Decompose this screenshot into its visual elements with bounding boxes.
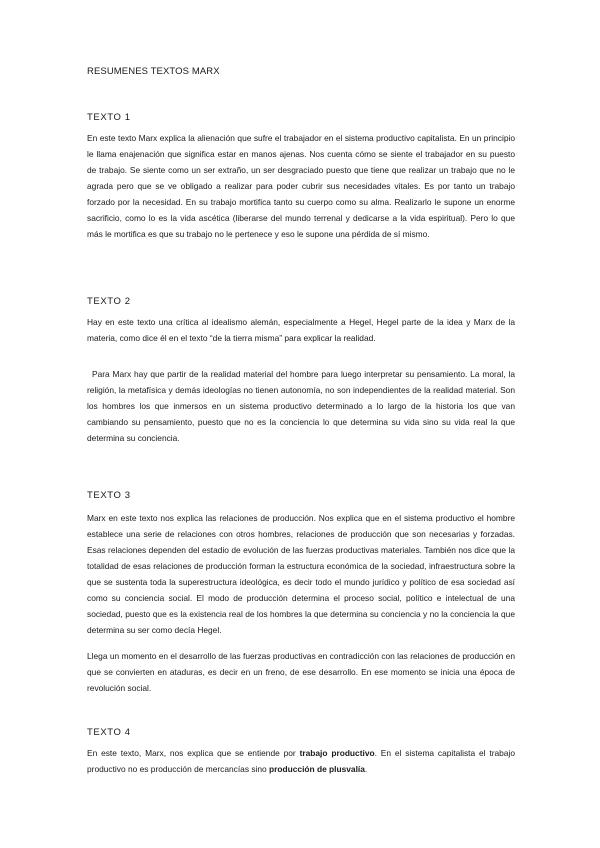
section-2-paragraph-1: Hay en este texto una crítica al idealismo alemán, especialmente a Hegel, Hegel parte de la idea y Marx de la materia, como dice él en el texto “de la tierra misma” para explicar la realidad.: [87, 317, 515, 343]
section-4-paragraph-1: [87, 745, 515, 777]
section-heading-texto-1: TEXTO 1: [87, 112, 131, 123]
section-4-bold-trabajo-productivo: trabajo productivo: [299, 748, 375, 758]
section-4-text-part-3: .: [364, 764, 368, 774]
section-4-bold-produccion-plusvalia: producción de plusvalía: [269, 764, 365, 774]
section-heading-texto-4: TEXTO 4: [87, 727, 131, 738]
section-heading-texto-3: TEXTO 3: [87, 490, 131, 501]
section-3-paragraph-1: Marx en este texto nos explica las relaciones de producción. Nos explica que en el sistema productivo el hombre establece una serie de relaciones con otros hombres, relaciones de producción que son necesarias y forzadas. Esas relaciones dependen del estadio de evolución de las fuerzas productivas materiales. También nos dice que la totalidad de esas relaciones de producción forman la estructura económica de la sociedad, infraestructura sobre la que se sustenta toda la superestructura ideológica, es decir todo el mundo jurídico y político de esa sociedad así como su conciencia social. El modo de producción determina el proceso social, político e intelectual de una sociedad, puesto que es la existencia real de los hombres la que determina su conciencia y no la conciencia la que determina su ser como decía Hegel.: [87, 513, 515, 635]
section-2-paragraph-2: Para Marx hay que partir de la realidad material del hombre para luego interpretar su pensamiento. La moral, la religión, la metafísica y demás ideologías no tienen autonomía, no son independientes de la realidad material. Son los hombres los que inmersos en un sistema productivo determinado a lo largo de la historia los que van cambiando su pensamiento, puesto que no es la conciencia lo que determina su vida sino su vida real la que determina su conciencia.: [87, 369, 515, 443]
section-4-text-part-1: En este texto, Marx, nos explica que se entiende por: [87, 748, 300, 758]
section-3-paragraph-2: Llega un momento en el desarrollo de las fuerzas productivas en contradicción con las relaciones de producción en que se convierten en ataduras, es decir en un freno, de ese desarrollo. En ese momento se inicia una época de revolución social.: [87, 651, 515, 693]
section-4-text-part-2: . En el sistema capitalista el trabajo productivo no es producción de mercancías sino: [87, 748, 515, 774]
section-heading-texto-2: TEXTO 2: [87, 296, 131, 307]
document-title: RESUMENES TEXTOS MARX: [87, 66, 220, 77]
section-1-paragraph-1: En este texto Marx explica la alienación que sufre el trabajador en el sistema productivo capitalista. En un principio le llama enajenación que significa estar en manos ajenas. Nos cuenta cómo se siente el trabajador en su puesto de trabajo. Se siente como un ser extraño, un ser desgraciado puesto que tiene que realizar un trabajo que no le agrada pero que se ve obligado a realizar para poder cubrir sus necesidades vitales. Es por tanto un trabajo forzado por la necesidad. En su trabajo mortifica tanto su cuerpo como su alma. Realizarlo le supone un enorme sacrificio, como lo es la vida ascética (liberarse del mundo terrenal y dedicarse a la vida espiritual). Pero lo que más le mortifica es que su trabajo no le pertenece y eso le supone una pérdida de sí mismo.: [87, 133, 515, 239]
